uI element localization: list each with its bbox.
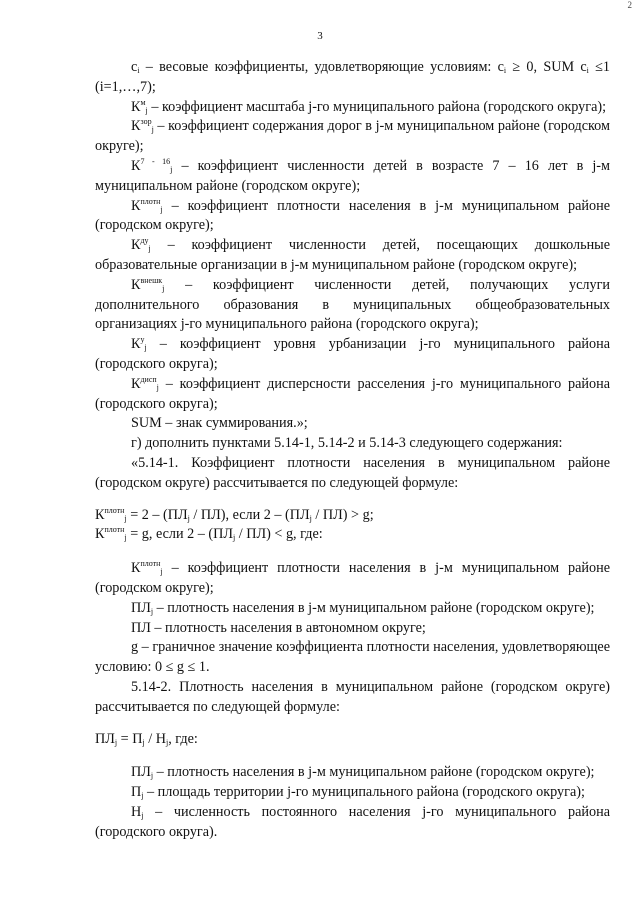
paragraph-k-density: $К^{плотн}_j$ – коэффициент плотности населения в j-м муниципальном районе (городском округе); (95, 196, 610, 234)
formula-density-calc: $ПЛ_j = П_j / Н_j$, где: (95, 730, 198, 747)
paragraph-k-extracurricular: $К^{внешк}_j$ – коэффициент численности детей, получающих услуги дополнительного образования в муниципальных общеобразовательных организациях j-го муниципального района (городского округа); (95, 275, 610, 333)
paragraph-k-scale: $К^м_j$ – коэффициент масштаба j-го муниципального района (городского округа); (131, 97, 607, 115)
paragraph-pl: ПЛ – плотность населения в автономном округе; (131, 619, 426, 636)
paragraph-5-14-2: 5.14-2. Плотность населения в муниципальном районе (городском округе) рассчитывается по следующей формуле: (95, 678, 610, 715)
paragraph-pl-j-def: $ПЛ_j$ – плотность населения в j-м муниципальном районе (городском округе); (131, 764, 595, 781)
paragraph-sum: SUM – знак суммирования.»; (131, 415, 308, 432)
paragraph-g: g – граничное значение коэффициента плотности населения, удовлетворяющее условию: 0 ≤ g ≤ 1. (95, 639, 610, 676)
paragraph-k-roads: $К^{зор}_j$ – коэффициент содержания дорог в j-м муниципальном районе (городском округе); (95, 117, 610, 155)
paragraph-population: $Н_j$ – численность постоянного населения j-го муниципального района (городского округа). (95, 803, 610, 840)
corner-mark: 2 (627, 0, 632, 10)
paragraph-weights: $c_i$ – весовые коэффициенты, удовлетворяющие условиям: $c_i \ge 0$, SUM $c_i \le 1$ (i=1,…,7); (95, 59, 610, 95)
paragraph-k-density-def: $К^{плотн}_j$ – коэффициент плотности населения в j-м муниципальном районе (городском округе); (95, 559, 610, 596)
paragraph-5-14-1: «5.14-1. Коэффициент плотности населения в муниципальном районе (городском округе) рассчитывается по следующей формуле: (95, 454, 610, 491)
paragraph-k-dispersion: $К^{дисп}_j$ – коэффициент дисперсности расселения j-го муниципального района (городского округа); (95, 374, 610, 412)
document-body (95, 58, 610, 842)
formula-density-1: $К^{плотн}_j = 2 - (ПЛ_j / ПЛ)$, если $2 - (ПЛ_j / ПЛ) > g$; (95, 505, 374, 523)
paragraph-area: $П_j$ – площадь территории j-го муниципального района (городского округа); (131, 784, 585, 801)
formula-density-2: $К^{плотн}_j = g$, если $2 - (ПЛ_j / ПЛ) < g$, где: (95, 525, 323, 543)
paragraph-k-urban: $К^у_j$ – коэффициент уровня урбанизации j-го муниципального района (городского округа); (95, 335, 610, 372)
paragraph-k-children: $К^{7 - 16}_j$ – коэффициент численности детей в возрасте 7 – 16 лет в j-м муниципальном районе (городском округе); (95, 156, 610, 194)
paragraph-pl-j: $ПЛ_j$ – плотность населения в j-м муниципальном районе (городском округе); (131, 599, 595, 616)
paragraph-amendment: г) дополнить пунктами 5.14-1, 5.14-2 и 5.14-3 следующего содержания: (131, 435, 563, 452)
page-number: 3 (317, 30, 323, 42)
paragraph-k-preschool: $К^{ду}_j$ – коэффициент численности детей, посещающих дошкольные образовательные организации в j-м муниципальном районе (городском округе); (95, 236, 610, 273)
